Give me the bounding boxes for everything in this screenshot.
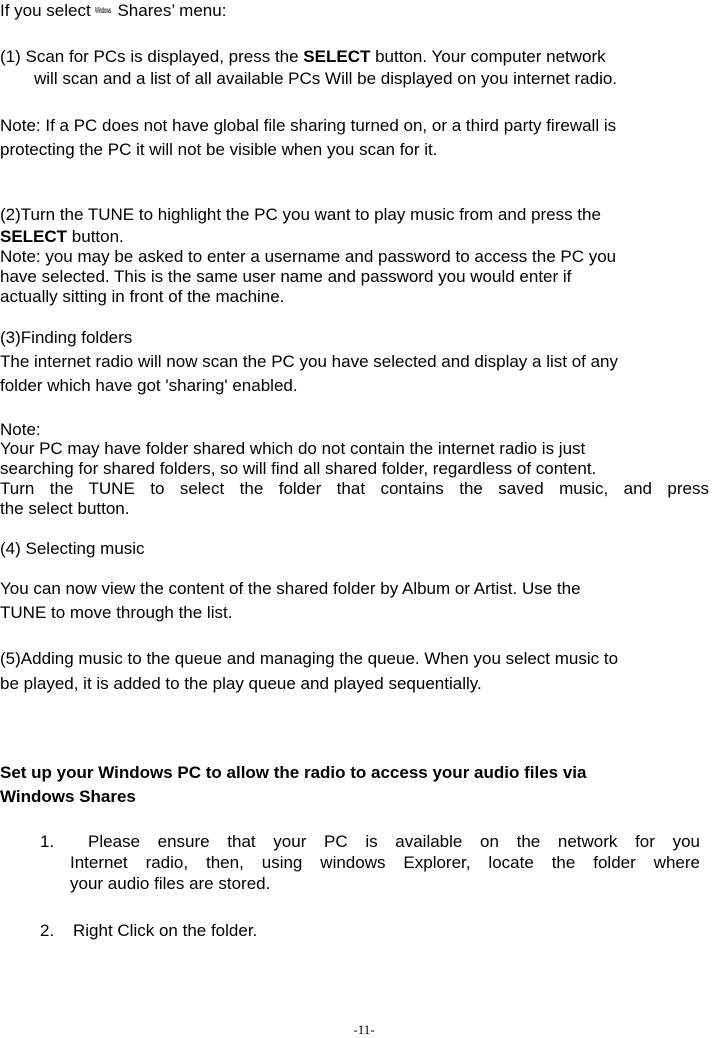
intro-suffix: Shares’ menu:: [117, 1, 227, 20]
note1-line2: protecting the PC it will not be visible when you scan for it.: [0, 140, 438, 159]
step3-note-line3: Turn the TUNE to select the folder that contains the saved music, and press: [0, 479, 709, 498]
step3-note-line1: Your PC may have folder shared which do not contain the internet radio is just: [0, 439, 586, 458]
step1-line1: [0, 48, 606, 65]
step3-note-line2: searching for shared folders, so will find all shared folder, regardless of content.: [0, 459, 597, 478]
step2-line1: (2)Turn the TUNE to highlight the PC you want to play music from and press the: [0, 205, 601, 224]
intro-line: [0, 2, 226, 19]
intro-prefix: If you select: [0, 1, 91, 20]
step5-line1: (5)Adding music to the queue and managing the queue. When you select music to: [0, 649, 619, 668]
step1-select-keyword: SELECT: [303, 47, 371, 66]
step3-heading: (3)Finding folders: [0, 328, 133, 347]
step1-line2: will scan and a list of all available PCs Will be displayed on you internet radio.: [34, 69, 618, 88]
list-item-2-line1: Right Click on the folder.: [73, 921, 258, 940]
step2-note-line1: Note: you may be asked to enter a username and password to access the PC you: [0, 247, 617, 266]
step4-line1: You can now view the content of the shared folder by Album or Artist. Use the: [0, 579, 581, 598]
page-number: -11-: [353, 1022, 375, 1037]
step1-text-a: (1) Scan for PCs is displayed, press the: [0, 47, 304, 66]
step1-text-b: button. Your computer network: [370, 47, 606, 66]
section-heading-line2: Windows Shares: [0, 787, 136, 806]
step4-heading: (4) Selecting music: [0, 539, 145, 558]
list-item-1-line1: Please ensure that your PC is available on the network for you: [88, 832, 700, 851]
step5-line2: be played, it is added to the play queue and played sequentially.: [0, 674, 482, 693]
list-item-2-number: 2.: [40, 921, 55, 940]
note1-line1: Note: If a PC does not have global file sharing turned on, or a third party firewall is: [0, 116, 617, 135]
section-heading-line1: Set up your Windows PC to allow the radio to access your audio files via: [0, 763, 587, 782]
step2-note-line3: actually sitting in front of the machine.: [0, 287, 285, 306]
step2-button-text: button.: [67, 227, 124, 246]
step3-line1: The internet radio will now scan the PC you have selected and display a list of any: [0, 352, 619, 371]
list-item-1-line2: Internet radio, then, using windows Explorer, locate the folder where: [70, 853, 700, 872]
windows-word: Windows: [95, 6, 112, 15]
step2-select-keyword: SELECT: [0, 227, 68, 246]
step4-line2: TUNE to move through the list.: [0, 603, 233, 622]
step3-note-line4: the select button.: [0, 499, 130, 518]
list-item-1-number: 1.: [40, 832, 55, 851]
step3-note-label: Note:: [0, 420, 41, 439]
list-item-1-line3: your audio files are stored.: [70, 874, 271, 893]
step2-note-line2: have selected. This is the same user name and password you would enter if: [0, 267, 572, 286]
step3-line2: folder which have got 'sharing' enabled.: [0, 376, 298, 395]
step2-line2: [0, 228, 124, 245]
